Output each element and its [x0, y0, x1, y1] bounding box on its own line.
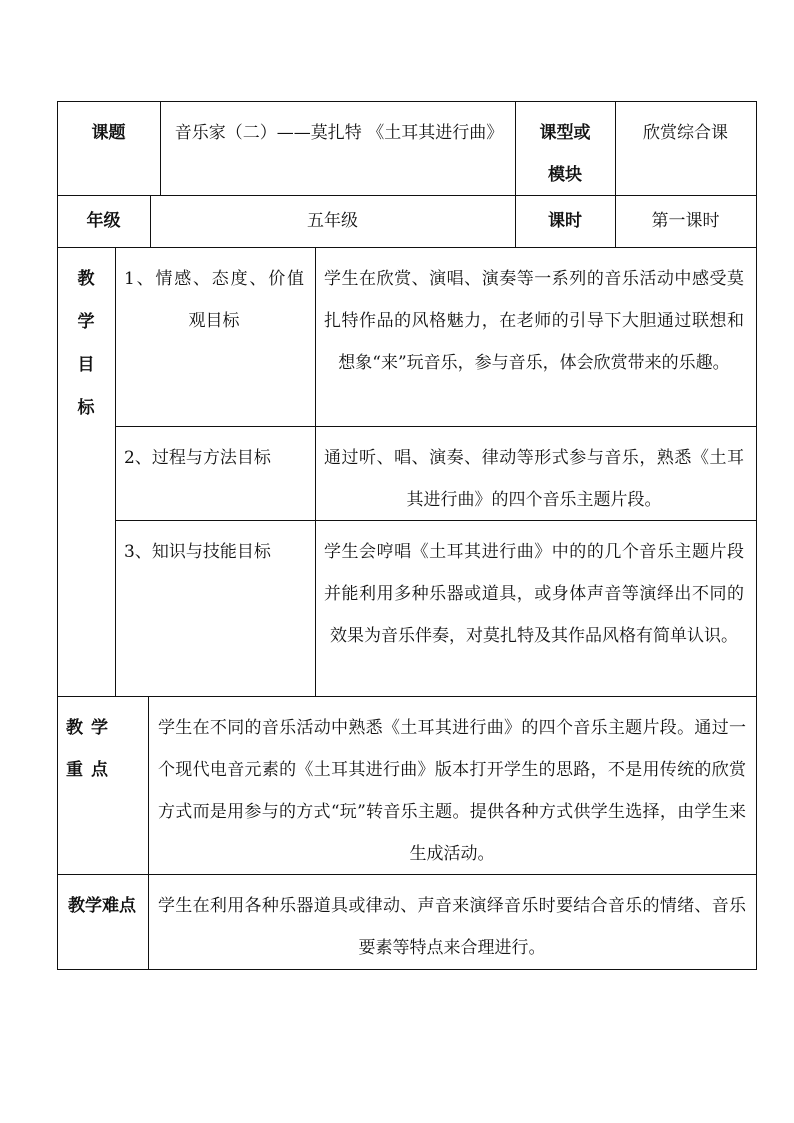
period-value: 第一课时 [651, 211, 720, 231]
objective-3-text: 学生会哼唱《土耳其进行曲》中的的几个音乐主题片段并能利用多种乐器或道具，或身体声音等演绎出不同的效果为音乐伴奏，对莫扎特及其作品风格有简单认识。 [324, 542, 744, 646]
objective-2-text: 通过听、唱、演奏、律动等形式参与音乐，熟悉《土耳其进行曲》的四个音乐主题片段。 [324, 448, 744, 510]
objective-1-text: 学生在欣赏、演唱、演奏等一系列的音乐活动中感受莫扎特作品的风格魅力，在老师的引导下大胆通过联想和想象“来”玩音乐，参与音乐，体会欣赏带来的乐趣。 [324, 269, 744, 373]
objective-1-name: 1、情感、态度、价值观目标 [124, 269, 304, 331]
topic-label: 课题 [91, 123, 126, 143]
grade-value: 五年级 [307, 211, 358, 231]
difficulties-label: 教学难点 [68, 896, 136, 916]
objectives-label-char: 目 [77, 355, 95, 375]
key-points-label: 教学重点 [66, 718, 116, 780]
type-value: 欣赏综合课 [643, 123, 728, 143]
type-label-line1: 课型或 [539, 123, 591, 143]
difficulties-text: 学生在利用各种乐器道具或律动、声音来演绎音乐时要结合音乐的情绪、音乐要素等特点来合理进行。 [158, 896, 746, 958]
objective-2-name: 2、过程与方法目标 [124, 448, 271, 468]
objectives-label [57, 258, 115, 430]
key-points-text: 学生在不同的音乐活动中熟悉《土耳其进行曲》的四个音乐主题片段。通过一个现代电音元素的《土耳其进行曲》版本打开学生的思路，不是用传统的欣赏方式而是用参与的方式“玩”转音乐主题。提供各种方式供学生选择，由学生来生成活动。 [158, 718, 746, 864]
objectives-label-char: 学 [77, 312, 95, 332]
objective-3-name: 3、知识与技能目标 [124, 542, 271, 562]
objectives-label-char: 标 [77, 398, 95, 418]
objectives-label-char: 教 [77, 269, 95, 289]
grade-label: 年级 [86, 211, 121, 231]
type-label [515, 112, 615, 196]
period-label: 课时 [548, 211, 582, 231]
topic-value: 音乐家（二）——莫扎特 《土耳其进行曲》 [174, 123, 504, 143]
type-label-line2: 模块 [548, 165, 582, 185]
